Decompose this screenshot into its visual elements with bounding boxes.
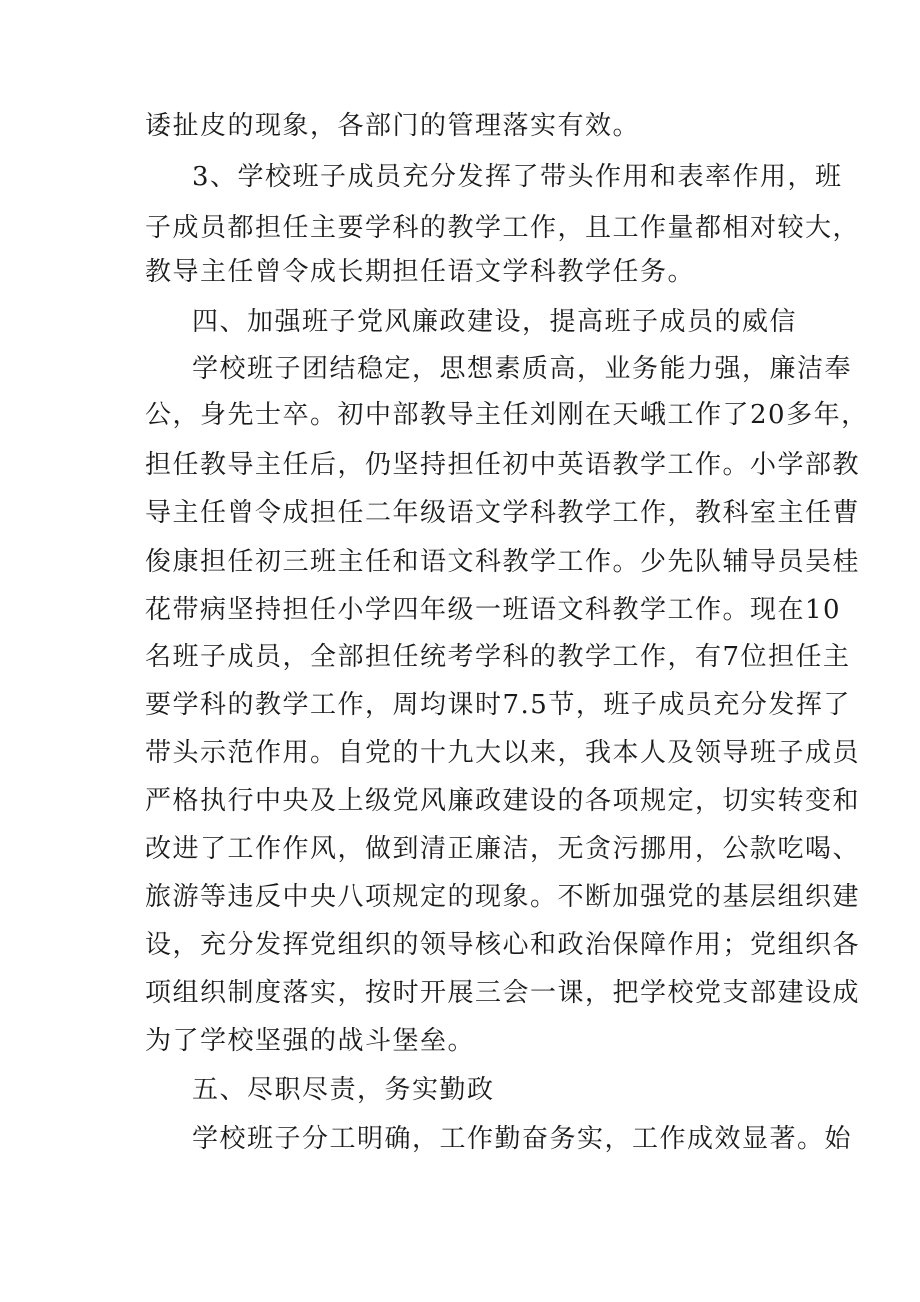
- text-line: 导主任曾令成担任二年级语文学科教学工作，教科室主任曹: [145, 498, 861, 528]
- text-line: 子成员都担任主要学科的教学工作，且工作量都相对较大，: [145, 213, 861, 243]
- paragraph-3-start: 3、学校班子成员充分发挥了带头作用和表率作用，班: [192, 162, 843, 192]
- text-line: 改进了工作作风，做到清正廉洁，无贪污挪用，公款吃喝、: [145, 834, 861, 864]
- text-line: 带头示范作用。自党的十九大以来，我本人及领导班子成员: [145, 738, 861, 768]
- text-line: 要学科的教学工作，周均课时7.5节，班子成员充分发挥了: [145, 690, 851, 720]
- section-heading-4: 四、加强班子党风廉政建设，提高班子成员的威信: [192, 307, 798, 337]
- text-line: 诿扯皮的现象，各部门的管理落实有效。: [145, 111, 641, 141]
- text-line: 花带病坚持担任小学四年级一班语文科教学工作。现在10: [145, 595, 842, 625]
- text-line: 教导主任曾令成长期担任语文学科教学任务。: [145, 257, 696, 287]
- text-line: 名班子成员，全部担任统考学科的教学工作，有7位担任主: [145, 642, 851, 672]
- text-line: 为了学校坚强的战斗堡垒。: [145, 1026, 476, 1056]
- text-line: 公，身先士卒。初中部教导主任刘刚在天峨工作了20多年，: [145, 400, 869, 430]
- paragraph-start: 学校班子分工明确，工作勤奋务实，工作成效显著。始: [192, 1124, 853, 1154]
- text-line: 担任教导主任后，仍坚持担任初中英语教学工作。小学部教: [145, 450, 861, 480]
- text-line: 俊康担任初三班主任和语文科教学工作。少先队辅导员吴桂: [145, 547, 861, 577]
- text-line: 项组织制度落实，按时开展三会一课，把学校党支部建设成: [145, 978, 861, 1008]
- text-line: 设，充分发挥党组织的领导核心和政治保障作用；党组织各: [145, 930, 861, 960]
- section-heading-5: 五、尽职尽责，务实勤政: [192, 1075, 495, 1105]
- text-line: 严格执行中央及上级党风廉政建设的各项规定，切实转变和: [145, 786, 861, 816]
- text-line: 旅游等违反中央八项规定的现象。不断加强党的基层组织建: [145, 882, 861, 912]
- paragraph-start: 学校班子团结稳定，思想素质高，业务能力强，廉洁奉: [192, 354, 853, 384]
